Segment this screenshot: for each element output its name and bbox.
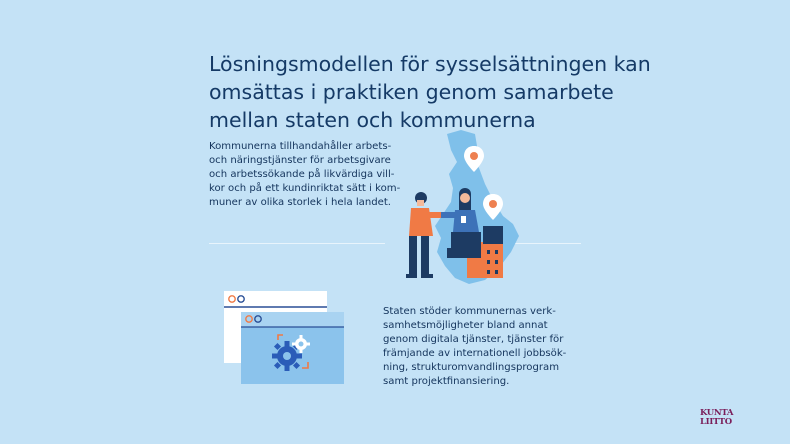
- person-left-icon: [406, 192, 441, 278]
- divider-left: [209, 243, 385, 244]
- browser-windows-gears-icon: [222, 288, 348, 386]
- state-paragraph: [383, 305, 566, 389]
- municipalities-line-1: Kommunerna tillhandahåller arbets-: [209, 141, 392, 152]
- kuntaliitto-logo: [700, 406, 742, 426]
- state-line-5: ning, strukturomvandlingsprogram: [383, 362, 560, 373]
- svg-text:KUNTA: KUNTA: [700, 408, 734, 418]
- svg-text:LIITTO: LIITTO: [700, 417, 732, 426]
- state-line-1: Staten stöder kommunernas verk-: [383, 306, 556, 317]
- state-line-3: genom digitala tjänster, tjänster för: [383, 334, 564, 345]
- municipalities-line-2: och näringstjänster för arbetsgivare: [209, 155, 391, 166]
- municipalities-paragraph: [209, 140, 400, 210]
- state-line-2: samhetsmöjligheter bland annat: [383, 320, 548, 331]
- municipalities-line-5: muner av olika storlek i hela landet.: [209, 197, 392, 208]
- title-line-1: Lösningsmodellen för sysselsättningen kan: [209, 51, 651, 76]
- municipalities-line-3: och arbetssökande på likvärdiga vill-: [209, 169, 395, 180]
- state-line-4: främjande av internationell jobbsök-: [383, 348, 567, 359]
- map-people-illustration: [395, 128, 545, 286]
- title-line-2: omsättas i praktiken genom samarbete: [209, 79, 614, 104]
- title-line-3: mellan staten och kommunerna: [209, 107, 536, 132]
- state-line-6: samt projektfinansiering.: [383, 376, 510, 387]
- page-title: [209, 50, 729, 134]
- municipalities-line-4: kor och på ett kundinriktat sätt i kom-: [209, 183, 401, 194]
